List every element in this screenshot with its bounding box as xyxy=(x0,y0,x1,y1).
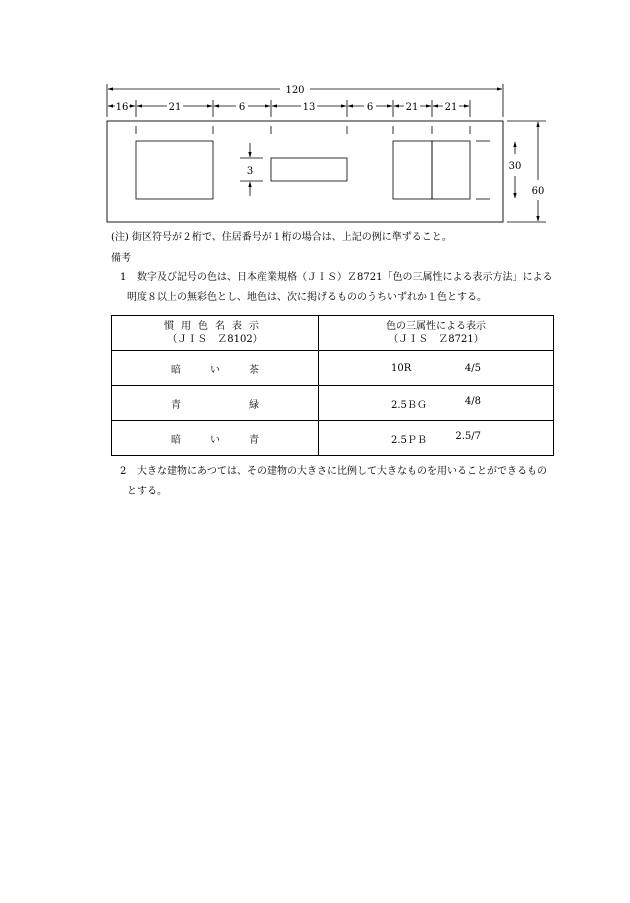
right-digit-box-1 xyxy=(393,141,432,199)
left-digit-box xyxy=(136,141,213,199)
color-attr-cell: 2.5ＰＢ 2.5/7 xyxy=(319,421,554,456)
remarks-heading: 備考 xyxy=(111,253,131,264)
dim-seg-5: 6 xyxy=(366,102,374,113)
color-attr-cell: 2.5ＢＧ 4/8 xyxy=(319,386,554,421)
color-name-cell: 青 緑 xyxy=(112,386,319,421)
dim-seg-4: 13 xyxy=(302,102,316,113)
sign-dimension-diagram xyxy=(0,0,630,240)
table-row xyxy=(112,351,554,386)
table-row xyxy=(112,421,554,456)
remark-item-2-text: 大きな建物にあつては、その建物の大きさに比例して大きなものを用いることができるものとする。 xyxy=(127,466,547,497)
table-header-row xyxy=(112,316,554,351)
color-name-cell: 暗 い 茶 xyxy=(112,351,319,386)
remark-item-1-text: 数字及び記号の色は、日本産業規格（ＪＩＳ）Ｚ8721「色の三属性による表示方法」による明度８以上の無彩色とし、地色は、次に掲げるもののうちいずれか１色とする。 xyxy=(127,272,553,303)
remark-item-2 xyxy=(111,462,553,502)
dim-seg-1: 16 xyxy=(115,102,129,113)
plate-outline xyxy=(107,121,503,222)
dim-total: 120 xyxy=(285,85,305,96)
color-attr-cell: 10R 4/5 xyxy=(319,351,554,386)
dim-full-height: 60 xyxy=(531,186,545,197)
dim-inner-height: 3 xyxy=(246,166,254,177)
dim-seg-2: 21 xyxy=(168,102,182,113)
remark-item-1-number: 1 xyxy=(120,272,127,283)
dim-seg-3: 6 xyxy=(238,102,246,113)
color-name-cell: 暗 い 青 xyxy=(112,421,319,456)
dim-seg-7: 21 xyxy=(444,102,458,113)
header-three-attributes: 色の三属性による表示 （ＪＩＳ Ｚ8721） xyxy=(319,316,554,351)
header-conventional-name: 慣用色名表示 （ＪＩＳ Ｚ8102） xyxy=(112,316,319,351)
remark-item-1 xyxy=(111,268,553,308)
ground-color-table xyxy=(111,315,554,456)
diagram-note: (注) 街区符号が２桁で、住居番号が１桁の場合は、上記の例に準ずること。 xyxy=(111,232,452,243)
table-row xyxy=(112,386,554,421)
remark-item-2-number: 2 xyxy=(120,466,127,477)
hyphen-box xyxy=(271,158,347,181)
dim-seg-6: 21 xyxy=(405,102,419,113)
right-digit-box-2 xyxy=(432,141,470,199)
dim-mid-height: 30 xyxy=(508,161,522,172)
